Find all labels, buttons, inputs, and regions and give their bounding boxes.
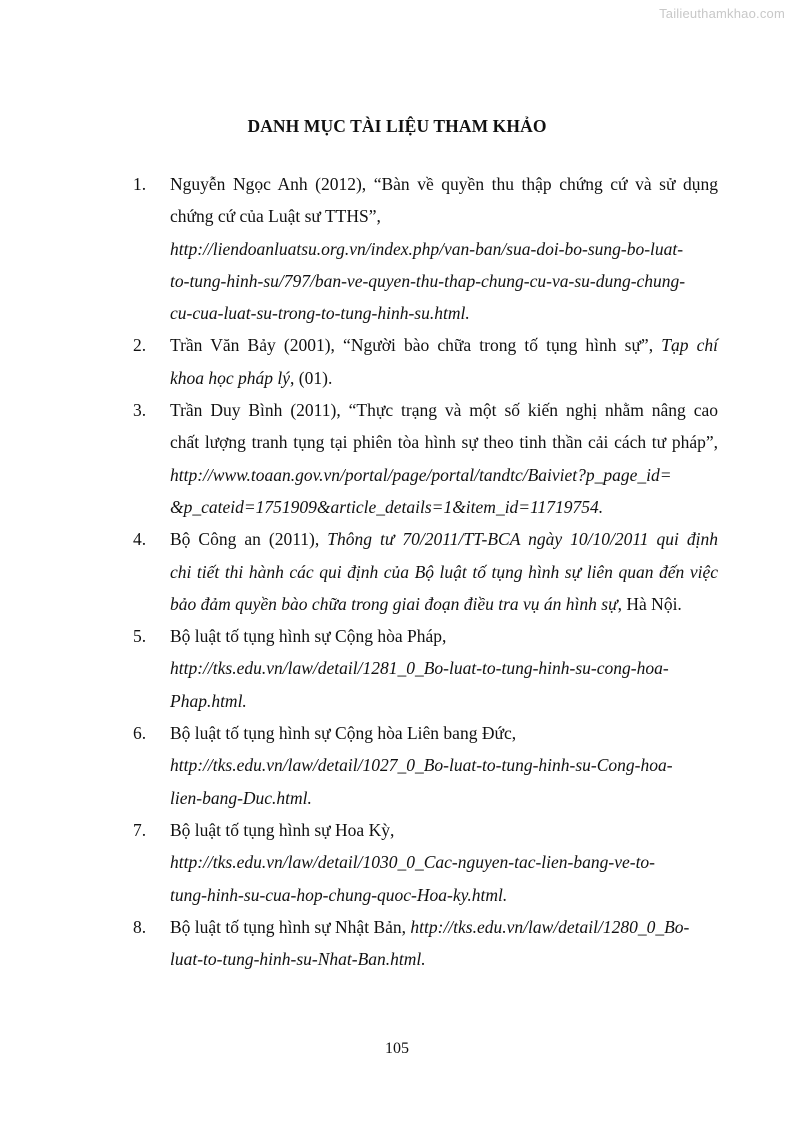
reference-line: [170, 297, 718, 329]
reference-number: 8.: [133, 916, 147, 937]
reference-line: [170, 588, 718, 620]
reference-item: [133, 814, 718, 911]
reference-line: [170, 168, 718, 200]
reference-text: , (01).: [290, 367, 333, 388]
reference-url: Phap.html.: [170, 690, 247, 711]
reference-url: http://www.toaan.gov.vn/portal/page/portal/tandtc/Baiviet?p_page_id=: [170, 464, 672, 485]
reference-line: [170, 362, 718, 394]
reference-text: chi tiết thi hành các qui định của Bộ luật tố tụng hình sự liên quan đến việc: [170, 561, 718, 582]
reference-line: [170, 717, 718, 749]
reference-url: http://tks.edu.vn/law/detail/1030_0_Cac-nguyen-tac-lien-bang-ve-to-: [170, 852, 656, 873]
reference-line: [170, 491, 718, 523]
reference-text: Bộ luật tố tụng hình sự Nhật Bản,: [170, 916, 411, 937]
reference-url: to-tung-hinh-su/797/ban-ve-quyen-thu-thap-chung-cu-va-su-dung-chung-: [170, 270, 686, 291]
page-number: 105: [385, 1040, 409, 1057]
reference-text: Bộ luật tố tụng hình sự Cộng hòa Pháp,: [170, 626, 447, 647]
reference-number: 5.: [133, 626, 147, 647]
reference-number: 7.: [133, 819, 147, 840]
reference-text: Bộ Công an (2011),: [170, 529, 328, 550]
reference-text: Tạp chí: [661, 335, 718, 356]
reference-text: chứng cứ của Luật sư TTHS”,: [170, 206, 381, 227]
reference-line: [170, 652, 718, 684]
page-title: DANH MỤC TÀI LIỆU THAM KHẢO: [247, 116, 547, 136]
reference-text: bảo đảm quyền bào chữa trong giai đoạn điều tra vụ án hình sự: [170, 593, 618, 614]
reference-line: [170, 233, 718, 265]
reference-number: 4.: [133, 529, 147, 550]
reference-number: 3.: [133, 400, 147, 421]
reference-line: [170, 394, 718, 426]
reference-text: Thông tư 70/2011/TT-BCA ngày 10/10/2011 qui định: [327, 529, 718, 550]
reference-url: http://tks.edu.vn/law/detail/1027_0_Bo-luat-to-tung-hinh-su-Cong-hoa-: [170, 755, 673, 776]
reference-line: [170, 265, 718, 297]
reference-item: [133, 717, 718, 814]
reference-text: Nguyễn Ngọc Anh (2012), “Bàn về quyền thu thập chứng cứ và sử dụng: [170, 174, 718, 194]
reference-number: 6.: [133, 723, 147, 744]
reference-line: [170, 426, 718, 458]
reference-item: [133, 168, 718, 329]
reference-line: [170, 943, 718, 975]
reference-line: [170, 749, 718, 781]
reference-url: tung-hinh-su-cua-hop-chung-quoc-Hoa-ky.html.: [170, 884, 508, 905]
reference-url: cu-cua-luat-su-trong-to-tung-hinh-su.html.: [170, 303, 470, 324]
reference-item: [133, 911, 718, 976]
reference-url: http://liendoanluatsu.org.vn/index.php/van-ban/sua-doi-bo-sung-bo-luat-: [170, 238, 684, 259]
reference-text: Bộ luật tố tụng hình sự Hoa Kỳ,: [170, 819, 395, 840]
reference-number: 2.: [133, 335, 147, 356]
reference-line: [170, 911, 718, 943]
reference-text: Trần Duy Bình (2011), “Thực trạng và một số kiến nghị nhằm nâng cao: [170, 400, 718, 421]
reference-line: [170, 814, 718, 846]
reference-url: luat-to-tung-hinh-su-Nhat-Ban.html.: [170, 949, 426, 970]
reference-text: , Hà Nội.: [617, 593, 682, 614]
reference-item: [133, 394, 718, 523]
watermark: Tailieuthamkhao.com: [659, 6, 785, 21]
reference-line: [170, 846, 718, 878]
reference-list: [133, 168, 718, 975]
reference-item: [133, 329, 718, 394]
reference-number: 1.: [133, 174, 147, 194]
reference-line: [170, 459, 718, 491]
reference-url: lien-bang-Duc.html.: [170, 787, 312, 808]
reference-line: [170, 523, 718, 555]
reference-line: [170, 200, 718, 232]
reference-item: [133, 620, 718, 717]
reference-text: khoa học pháp lý: [170, 367, 291, 388]
reference-item: [133, 523, 718, 620]
reference-url: http://tks.edu.vn/law/detail/1280_0_Bo-: [410, 916, 690, 937]
reference-line: [170, 556, 718, 588]
reference-url: http://tks.edu.vn/law/detail/1281_0_Bo-luat-to-tung-hinh-su-cong-hoa-: [170, 658, 669, 679]
reference-text: Bộ luật tố tụng hình sự Cộng hòa Liên bang Đức,: [170, 723, 517, 744]
reference-line: [170, 329, 718, 361]
reference-text: Trần Văn Bảy (2001), “Người bào chữa trong tố tụng hình sự”,: [170, 335, 662, 356]
reference-line: [170, 685, 718, 717]
reference-text: chất lượng tranh tụng tại phiên tòa hình sự theo tinh thần cải cách tư pháp”,: [170, 432, 718, 453]
reference-line: [170, 879, 718, 911]
reference-line: [170, 620, 718, 652]
reference-url: &p_cateid=1751909&article_details=1&item_id=11719754.: [170, 496, 604, 517]
reference-line: [170, 782, 718, 814]
